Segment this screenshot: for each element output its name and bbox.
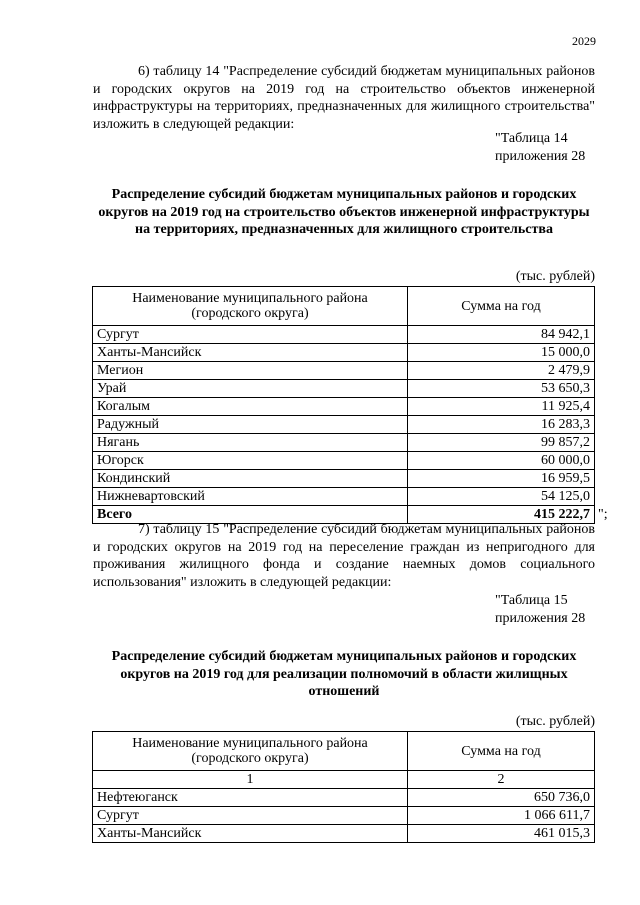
table-14-closing-quote: "; bbox=[598, 507, 608, 522]
table-row bbox=[93, 470, 595, 488]
row-amount: 54 125,0 bbox=[408, 488, 595, 506]
header-name: Наименование муниципального района (городского округа) bbox=[93, 287, 408, 326]
row-name: Когалым bbox=[93, 398, 408, 416]
total-amount: 415 222,7 bbox=[408, 506, 595, 524]
column-number-1: 1 bbox=[93, 771, 408, 789]
table-row bbox=[93, 789, 595, 807]
row-name: Нефтеюганск bbox=[93, 789, 408, 807]
header-name: Наименование муниципального района (городского округа) bbox=[93, 732, 408, 771]
row-name: Сургут bbox=[93, 326, 408, 344]
amendment-paragraph-7: 7) таблицу 15 "Распределение субсидий бюджетам муниципальных районов и городских округов на 2019 год на переселение граждан из непригодного для проживания жилищного фонда и создание наемных домов социального использования" изложить в следующей редакции: bbox=[93, 522, 595, 590]
table-row bbox=[93, 326, 595, 344]
table-15-unit: (тыс. рублей) bbox=[515, 714, 595, 729]
table-14-caption: "Таблица 14 приложения 28 bbox=[495, 131, 586, 164]
table-row bbox=[93, 488, 595, 506]
row-amount: 15 000,0 bbox=[408, 344, 595, 362]
table-14-heading: Распределение субсидий бюджетам муниципальных районов и городских округов на 2019 год на строительство объектов инженерной инфраструктуры на территориях, предназначенных для жилищного строительства bbox=[98, 187, 590, 237]
total-label: Всего bbox=[93, 506, 408, 524]
row-amount: 16 959,5 bbox=[408, 470, 595, 488]
table-row bbox=[93, 434, 595, 452]
row-name: Нягань bbox=[93, 434, 408, 452]
table-row bbox=[93, 362, 595, 380]
row-amount: 84 942,1 bbox=[408, 326, 595, 344]
header-sum: Сумма на год bbox=[408, 732, 595, 771]
row-amount: 650 736,0 bbox=[408, 789, 595, 807]
table-row bbox=[93, 807, 595, 825]
row-amount: 60 000,0 bbox=[408, 452, 595, 470]
row-amount: 53 650,3 bbox=[408, 380, 595, 398]
table-row bbox=[93, 825, 595, 843]
table-row bbox=[93, 452, 595, 470]
table-14-unit: (тыс. рублей) bbox=[515, 269, 595, 284]
row-name: Кондинский bbox=[93, 470, 408, 488]
table-header-row bbox=[93, 287, 595, 326]
row-name: Радужный bbox=[93, 416, 408, 434]
row-amount: 16 283,3 bbox=[408, 416, 595, 434]
header-sum: Сумма на год bbox=[408, 287, 595, 326]
column-number-2: 2 bbox=[408, 771, 595, 789]
table-header-row bbox=[93, 732, 595, 771]
row-amount: 99 857,2 bbox=[408, 434, 595, 452]
table-row bbox=[93, 380, 595, 398]
table-15 bbox=[92, 731, 595, 843]
amendment-paragraph-6: 6) таблицу 14 "Распределение субсидий бюджетам муниципальных районов и городских округов на 2019 год на строительство объектов инженерной инфраструктуры на территориях, предназначенных для жилищного строительства" изложить в следующей редакции: bbox=[93, 64, 595, 132]
row-amount: 11 925,4 bbox=[408, 398, 595, 416]
row-amount: 2 479,9 bbox=[408, 362, 595, 380]
row-amount: 1 066 611,7 bbox=[408, 807, 595, 825]
table-row bbox=[93, 344, 595, 362]
row-name: Урай bbox=[93, 380, 408, 398]
row-name: Мегион bbox=[93, 362, 408, 380]
page-number: 2029 bbox=[572, 34, 596, 48]
table-row bbox=[93, 398, 595, 416]
row-amount: 461 015,3 bbox=[408, 825, 595, 843]
row-name: Югорск bbox=[93, 452, 408, 470]
row-name: Нижневартовский bbox=[93, 488, 408, 506]
table-15-caption: "Таблица 15 приложения 28 bbox=[495, 593, 586, 626]
row-name: Сургут bbox=[93, 807, 408, 825]
table-15-heading: Распределение субсидий бюджетам муниципальных районов и городских округов на 2019 год для реализации полномочий в области жилищных отношений bbox=[111, 649, 577, 699]
table-14 bbox=[92, 286, 595, 524]
column-number-row bbox=[93, 771, 595, 789]
table-row bbox=[93, 416, 595, 434]
row-name: Ханты-Мансийск bbox=[93, 825, 408, 843]
row-name: Ханты-Мансийск bbox=[93, 344, 408, 362]
